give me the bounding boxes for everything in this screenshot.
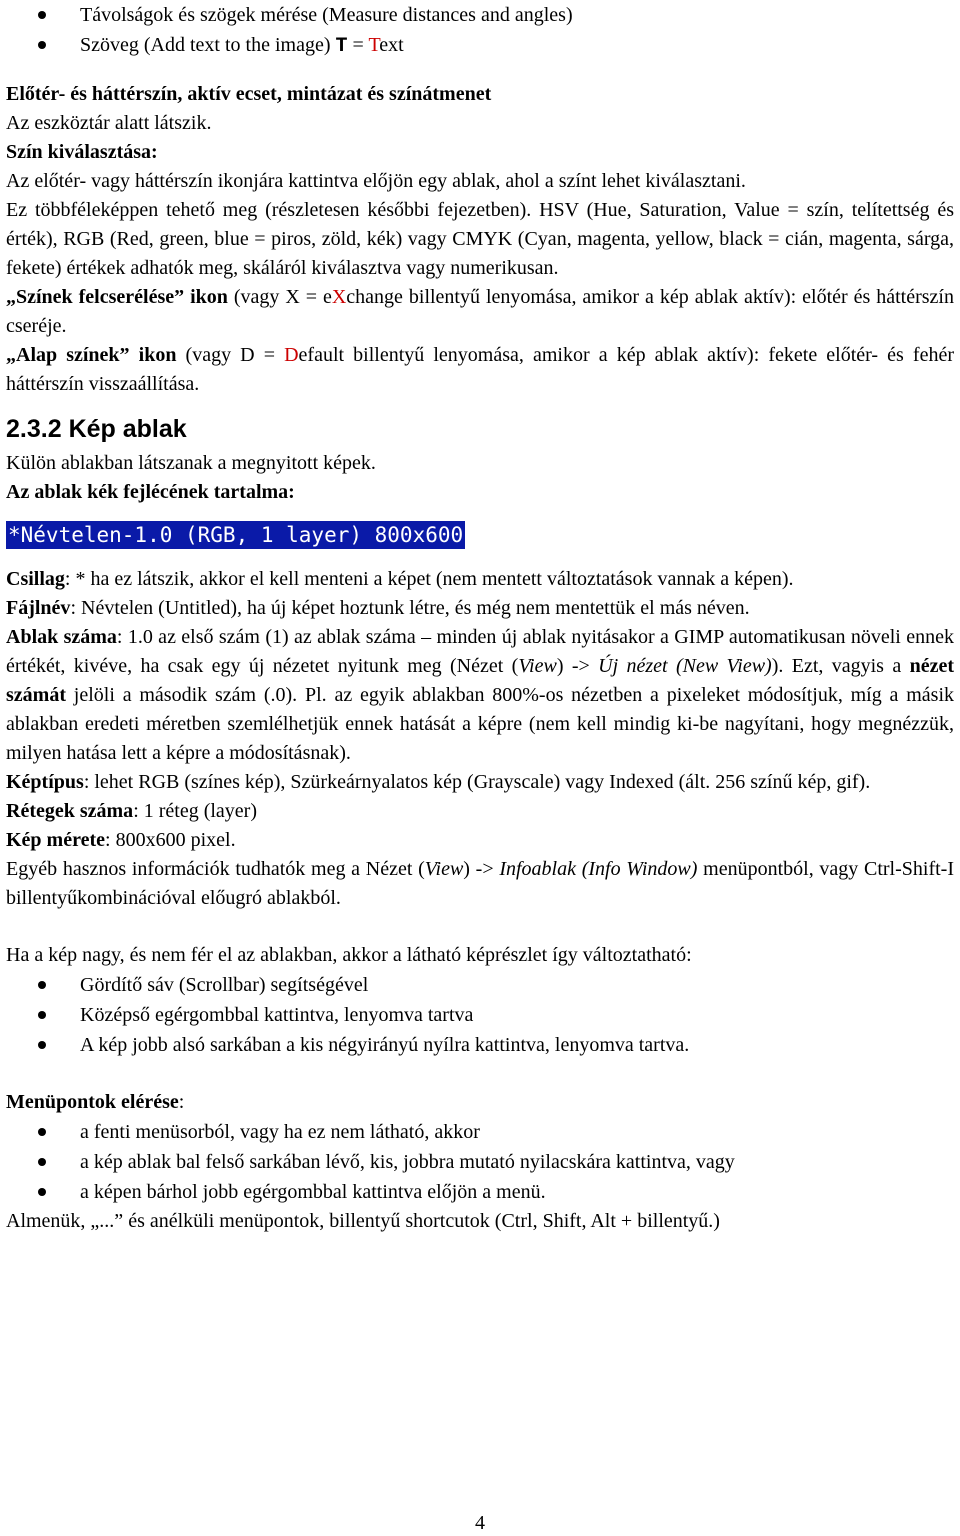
paragraph-scroll-intro: Ha a kép nagy, és nem fér el az ablakban, akkor a látható képrészlet így változtatható: [6, 944, 692, 966]
list-item: Távolságok és szögek mérése (Measure distances and angles) [6, 0, 954, 30]
paragraph-image-type: Képtípus: lehet RGB (színes kép), Szürkeárnyalatos kép (Grayscale) vagy Indexed (ált. 256 színű kép, gif). [6, 771, 871, 793]
paragraph-submenu: Almenük, „...” és anélküli menüpontok, billentyű shortcutok (Ctrl, Shift, Alt + billentyű.) [6, 1210, 720, 1232]
paragraph-layers: Rétegek száma: 1 réteg (layer) [6, 800, 258, 822]
subheading-color-select: Szín kiválasztása: [6, 141, 158, 163]
titlebar-sample [6, 521, 954, 549]
subheading-titlebar: Az ablak kék fejlécének tartalma: [6, 481, 295, 503]
paragraph-size: Kép mérete: 800x600 pixel. [6, 829, 236, 851]
page-number: 4 [475, 1512, 485, 1534]
section-title-window: 2.3.2 Kép ablak [6, 415, 187, 443]
paragraph: Az eszköztár alatt látszik. [6, 112, 212, 134]
bullet-icon [38, 1188, 46, 1196]
subheading-menu: Menüpontok elérése: [6, 1091, 185, 1113]
list-item: a kép ablak bal felső sarkában lévő, kis, jobbra mutató nyilacskára kattintva, vagy [6, 1147, 954, 1177]
bullet-icon [38, 1128, 46, 1136]
bullet-icon [38, 1158, 46, 1166]
bullet-icon [38, 981, 46, 989]
paragraph-swap-colors: „Színek felcserélése” ikon (vagy X = eXchange billentyű lenyomása, amikor a kép ablak aktív): előtér és háttérszín cseréje. [6, 286, 954, 337]
list-item: a fenti menüsorból, vagy ha ez nem látható, akkor [6, 1117, 954, 1147]
list-item: Szöveg (Add text to the image) T = Text [6, 30, 954, 62]
bullet-icon [38, 41, 46, 49]
titlebar-text: *Névtelen-1.0 (RGB, 1 layer) 800x600 [8, 523, 464, 547]
paragraph-filename: Fájlnév: Névtelen (Untitled), ha új képet hoztunk létre, és még nem mentettük el más néven. [6, 597, 750, 619]
list-item: A kép jobb alsó sarkában a kis négyirányú nyílra kattintva, lenyomva tartva. [6, 1030, 954, 1060]
paragraph: Ez többféleképpen tehető meg (részletesen későbbi fejezetben). HSV (Hue, Saturation, Value = szín, telítettség és érték), RGB (Red, green, blue = piros, zöld, kék) vagy CMYK (Cyan, magenta, yellow, black = cián, magenta, sárga, fekete) értékek adhatók meg, skáláról kiválasztva vagy numerikusan. [6, 199, 954, 279]
bullet-icon [38, 11, 46, 19]
paragraph-info: Egyéb hasznos információk tudhatók meg a Nézet (View) -> Infoablak (Info Window) menüpontból, vagy Ctrl-Shift-I billentyűkombinációval előugró ablakból. [6, 858, 954, 909]
menu-list [6, 1117, 954, 1207]
list-item: Középső egérgombbal kattintva, lenyomva tartva [6, 1000, 954, 1030]
document-page [6, 0, 954, 1236]
scroll-list [6, 970, 954, 1060]
paragraph-window-number: Ablak száma: 1.0 az első szám (1) az ablak száma – minden új ablak nyitásakor a GIMP automatikusan növeli ennek értékét, kivéve, ha csak egy új nézetet nyitunk meg (Nézet (View) -> Új nézet (New View)). Ezt, vagyis a nézet számát jelöli a második szám (.0). Pl. az egyik ablakban 800%-os nézetben a pixeleket módosítjuk, míg a másik ablakban eredeti méretben szemlélhetjük ennek hatását a képre (nem kell mindig ki-be nagyítani, hogy megnézzük, milyen hatása lett a képre a módosításnak). [6, 626, 954, 764]
paragraph-star: Csillag: * ha ez látszik, akkor el kell menteni a képet (nem mentett változtatások vannak a képen). [6, 568, 794, 590]
bullet-icon [38, 1011, 46, 1019]
paragraph: Az előtér- vagy háttérszín ikonjára kattintva előjön egy ablak, ahol a színt lehet kiválasztani. [6, 170, 746, 192]
bullet-icon [38, 1041, 46, 1049]
paragraph-default-colors: „Alap színek” ikon (vagy D = Default billentyű lenyomása, amikor a kép ablak aktív): fekete előtér- és fehér háttérszín visszaállítása. [6, 344, 955, 395]
tool-list [6, 0, 954, 62]
section-heading-colors: Előtér- és háttérszín, aktív ecset, mintázat és színátmenet [6, 83, 492, 105]
list-item: a képen bárhol jobb egérgombbal kattintva előjön a menü. [6, 1177, 954, 1207]
paragraph: Külön ablakban látszanak a megnyitott képek. [6, 452, 376, 474]
list-item: Gördítő sáv (Scrollbar) segítségével [6, 970, 954, 1000]
